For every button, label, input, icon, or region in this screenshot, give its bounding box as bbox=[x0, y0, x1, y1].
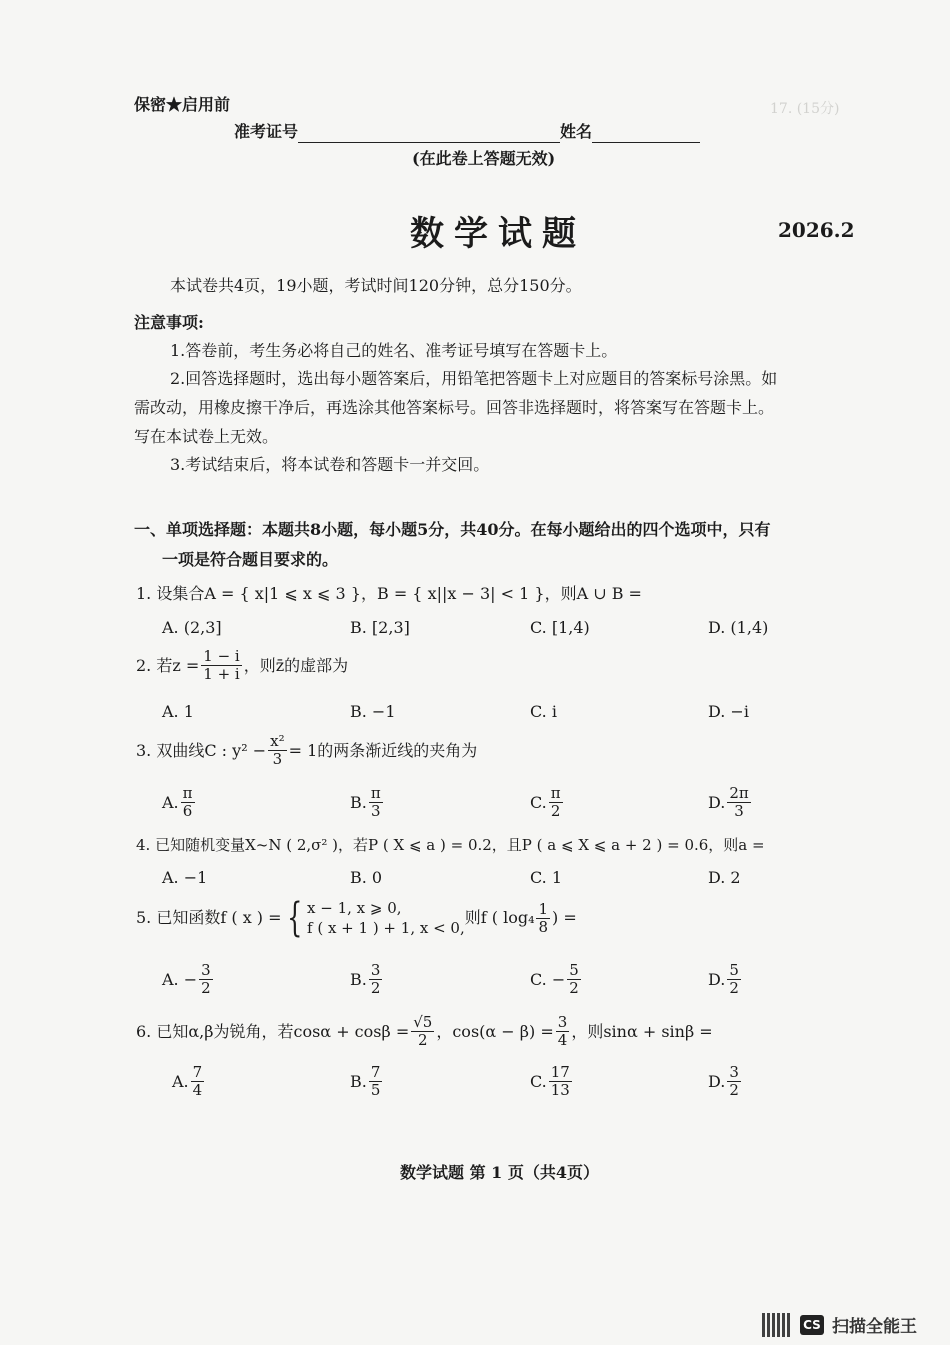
q6-a-label: A. bbox=[172, 1072, 189, 1091]
name-label: 姓名 bbox=[560, 122, 593, 141]
q3-c-fraction bbox=[549, 785, 563, 820]
q2-suffix: ，则z̄的虚部为 bbox=[243, 655, 349, 675]
section-heading-cont: 一项是符合题目要求的。 bbox=[162, 550, 339, 569]
question-1-stem: 1. 设集合A = { x|1 ⩽ x ⩽ 3 }，B = { x||x − 3| < 1 }，则A ∪ B = bbox=[136, 584, 642, 603]
q5-option-a bbox=[162, 962, 215, 997]
q5-b-num: 3 bbox=[370, 961, 381, 979]
q5-c-label: C. − bbox=[530, 970, 566, 989]
exam-id-label: 准考证号 bbox=[234, 122, 299, 141]
q3-denominator: 3 bbox=[272, 750, 283, 768]
qr-code-icon bbox=[762, 1313, 792, 1337]
q3-d-num: 2π bbox=[729, 784, 749, 802]
q3-prefix: 3. 双曲线C : y² − bbox=[136, 740, 267, 760]
section-heading: 一、单项选择题：本题共8小题，每小题5分，共40分。在每小题给出的四个选项中，只有 bbox=[134, 520, 771, 539]
q6-d-num: 3 bbox=[729, 1063, 739, 1081]
q3-option-c bbox=[530, 785, 565, 820]
confidential-label: 保密★启用前 bbox=[134, 95, 231, 114]
scanner-watermark bbox=[762, 1312, 917, 1337]
q5-a-fraction bbox=[199, 962, 213, 997]
q5-d-label: D. bbox=[708, 970, 726, 989]
q5-d-num: 5 bbox=[729, 961, 739, 979]
q6-d-fraction bbox=[727, 1064, 741, 1099]
q6-den-2: 4 bbox=[557, 1031, 568, 1049]
q3-fraction bbox=[268, 733, 286, 768]
q6-a-fraction bbox=[191, 1064, 205, 1099]
q3-a-num: π bbox=[182, 784, 193, 802]
q5-b-fraction bbox=[369, 962, 383, 997]
notes-heading: 注意事项: bbox=[134, 313, 204, 332]
q1-option-b: B. [2,3] bbox=[350, 618, 410, 637]
q3-c-label: C. bbox=[530, 793, 547, 812]
q2-option-c: C. i bbox=[530, 702, 557, 721]
q1-option-a: A. (2,3] bbox=[162, 618, 222, 637]
scanner-app-name: 扫描全能王 bbox=[832, 1317, 917, 1337]
q3-suffix: = 1的两条渐近线的夹角为 bbox=[288, 740, 478, 760]
q2-numerator: 1 − i bbox=[203, 647, 240, 665]
q3-d-label: D. bbox=[708, 793, 726, 812]
q3-c-den: 2 bbox=[550, 802, 561, 820]
note-item-2: 2.回答选择题时，选出每小题答案后，用铅笔把答题卡上对应题目的答案标号涂黑。如 bbox=[170, 369, 778, 388]
question-6-stem bbox=[136, 1014, 713, 1049]
bleed-through-text: 17. (15分) bbox=[770, 101, 840, 117]
q6-prefix: 6. 已知α,β为锐角，若cosα + cosβ = bbox=[136, 1021, 410, 1041]
q3-b-label: B. bbox=[350, 793, 367, 812]
q5-fraction bbox=[536, 901, 550, 936]
q3-a-fraction bbox=[181, 785, 195, 820]
q5-a-label: A. − bbox=[162, 970, 198, 989]
q5-prefix: 5. 已知函数f ( x ) = bbox=[136, 908, 282, 927]
q6-b-fraction bbox=[369, 1064, 383, 1099]
q3-numerator: x² bbox=[270, 732, 285, 750]
note-item-2-end: 写在本试卷上无效。 bbox=[134, 427, 279, 446]
q6-b-label: B. bbox=[350, 1072, 367, 1091]
q6-b-num: 7 bbox=[370, 1063, 381, 1081]
q6-b-den: 5 bbox=[370, 1081, 381, 1099]
q3-a-den: 6 bbox=[182, 802, 193, 820]
q6-c-label: C. bbox=[530, 1072, 547, 1091]
q2-denominator: 1 + i bbox=[203, 665, 240, 683]
q5-suffix: ) = bbox=[552, 908, 577, 927]
q5-d-den: 2 bbox=[729, 979, 739, 997]
q3-d-fraction bbox=[727, 785, 750, 820]
invalid-notice: (在此卷上答题无效) bbox=[412, 149, 556, 168]
q6-option-a bbox=[172, 1064, 206, 1099]
q6-a-den: 4 bbox=[192, 1081, 203, 1099]
q5-cases bbox=[307, 898, 465, 938]
q4-option-c: C. 1 bbox=[530, 868, 563, 887]
q6-c-fraction bbox=[549, 1064, 572, 1099]
q6-num-2: 3 bbox=[557, 1013, 568, 1031]
q3-c-num: π bbox=[550, 784, 561, 802]
q3-b-den: 3 bbox=[371, 802, 381, 820]
q6-option-d bbox=[708, 1064, 743, 1099]
q2-option-a: A. 1 bbox=[162, 702, 194, 721]
q6-a-num: 7 bbox=[192, 1063, 203, 1081]
exam-id-row bbox=[234, 121, 700, 143]
q6-d-label: D. bbox=[708, 1072, 726, 1091]
q5-mid: 则f ( log₄ bbox=[464, 908, 535, 927]
q3-a-label: A. bbox=[162, 793, 179, 812]
q5-denominator: 8 bbox=[538, 917, 549, 936]
q5-d-fraction bbox=[727, 962, 741, 997]
q5-c-num: 5 bbox=[569, 961, 579, 979]
q5-case-1: x − 1, x ⩾ 0, bbox=[307, 899, 402, 917]
q5-a-den: 2 bbox=[201, 979, 211, 997]
q1-option-c: C. [1,4) bbox=[530, 618, 590, 637]
note-item-2-cont: 需改动，用橡皮擦干净后，再选涂其他答案标号。回答非选择题时，将答案写在答题卡上。 bbox=[134, 398, 775, 417]
q6-mid: ，cos(α − β) = bbox=[436, 1021, 554, 1041]
q6-fraction-1 bbox=[411, 1014, 434, 1049]
q6-option-b bbox=[350, 1064, 384, 1099]
q2-prefix: 2. 若z = bbox=[136, 655, 200, 675]
q5-option-c bbox=[530, 962, 583, 997]
q5-brace: { bbox=[286, 895, 302, 941]
q3-option-a bbox=[162, 785, 197, 820]
q3-option-b bbox=[350, 785, 385, 820]
name-blank bbox=[592, 124, 700, 143]
question-3-stem bbox=[136, 733, 477, 768]
q4-option-b: B. 0 bbox=[350, 868, 383, 887]
q6-c-num: 17 bbox=[550, 1063, 570, 1081]
exam-intro: 本试卷共4页，19小题，考试时间120分钟，总分150分。 bbox=[170, 276, 582, 295]
q5-case-2: f ( x + 1 ) + 1, x < 0, bbox=[307, 919, 465, 937]
exam-date: 2026.2 bbox=[778, 218, 855, 242]
q3-b-fraction bbox=[369, 785, 383, 820]
exam-title: 数学试题 bbox=[410, 214, 586, 254]
q5-numerator: 1 bbox=[538, 899, 549, 918]
q2-option-b: B. −1 bbox=[350, 702, 396, 721]
q6-den-1: 2 bbox=[418, 1031, 428, 1049]
q2-fraction bbox=[201, 648, 241, 683]
q4-option-d: D. 2 bbox=[708, 868, 741, 887]
q4-option-a: A. −1 bbox=[162, 868, 208, 887]
q5-option-d bbox=[708, 962, 743, 997]
page-footer: 数学试题 第 1 页（共4页） bbox=[400, 1163, 599, 1182]
camscanner-logo-icon: CS bbox=[800, 1315, 824, 1335]
exam-id-blank bbox=[298, 124, 560, 143]
q5-a-num: 3 bbox=[201, 961, 211, 979]
q6-fraction-2 bbox=[556, 1014, 570, 1049]
q6-num-1: √5 bbox=[413, 1013, 433, 1031]
question-4-stem: 4. 已知随机变量X~N ( 2,σ² )，若P ( X ⩽ a ) = 0.2，且P ( a ⩽ X ⩽ a + 2 ) = 0.6，则a = bbox=[136, 836, 765, 854]
q5-c-den: 2 bbox=[569, 979, 579, 997]
q5-option-b bbox=[350, 962, 384, 997]
question-2-stem bbox=[136, 648, 348, 683]
q5-c-fraction bbox=[567, 962, 581, 997]
note-item-3: 3.考试结束后，将本试卷和答题卡一并交回。 bbox=[170, 455, 490, 474]
q5-b-label: B. bbox=[350, 970, 367, 989]
note-item-1: 1.答卷前，考生务必将自己的姓名、准考证号填写在答题卡上。 bbox=[170, 341, 618, 360]
q5-b-den: 2 bbox=[370, 979, 381, 997]
q3-b-num: π bbox=[370, 784, 381, 802]
q6-d-den: 2 bbox=[729, 1081, 739, 1099]
q2-option-d: D. −i bbox=[708, 702, 749, 721]
question-5-stem bbox=[136, 895, 577, 941]
q6-c-den: 13 bbox=[550, 1081, 570, 1099]
q1-option-d: D. (1,4) bbox=[708, 618, 769, 637]
q6-option-c bbox=[530, 1064, 574, 1099]
q6-suffix: ，则sinα + sinβ = bbox=[571, 1021, 713, 1041]
q3-option-d bbox=[708, 785, 753, 820]
q3-d-den: 3 bbox=[734, 802, 744, 820]
